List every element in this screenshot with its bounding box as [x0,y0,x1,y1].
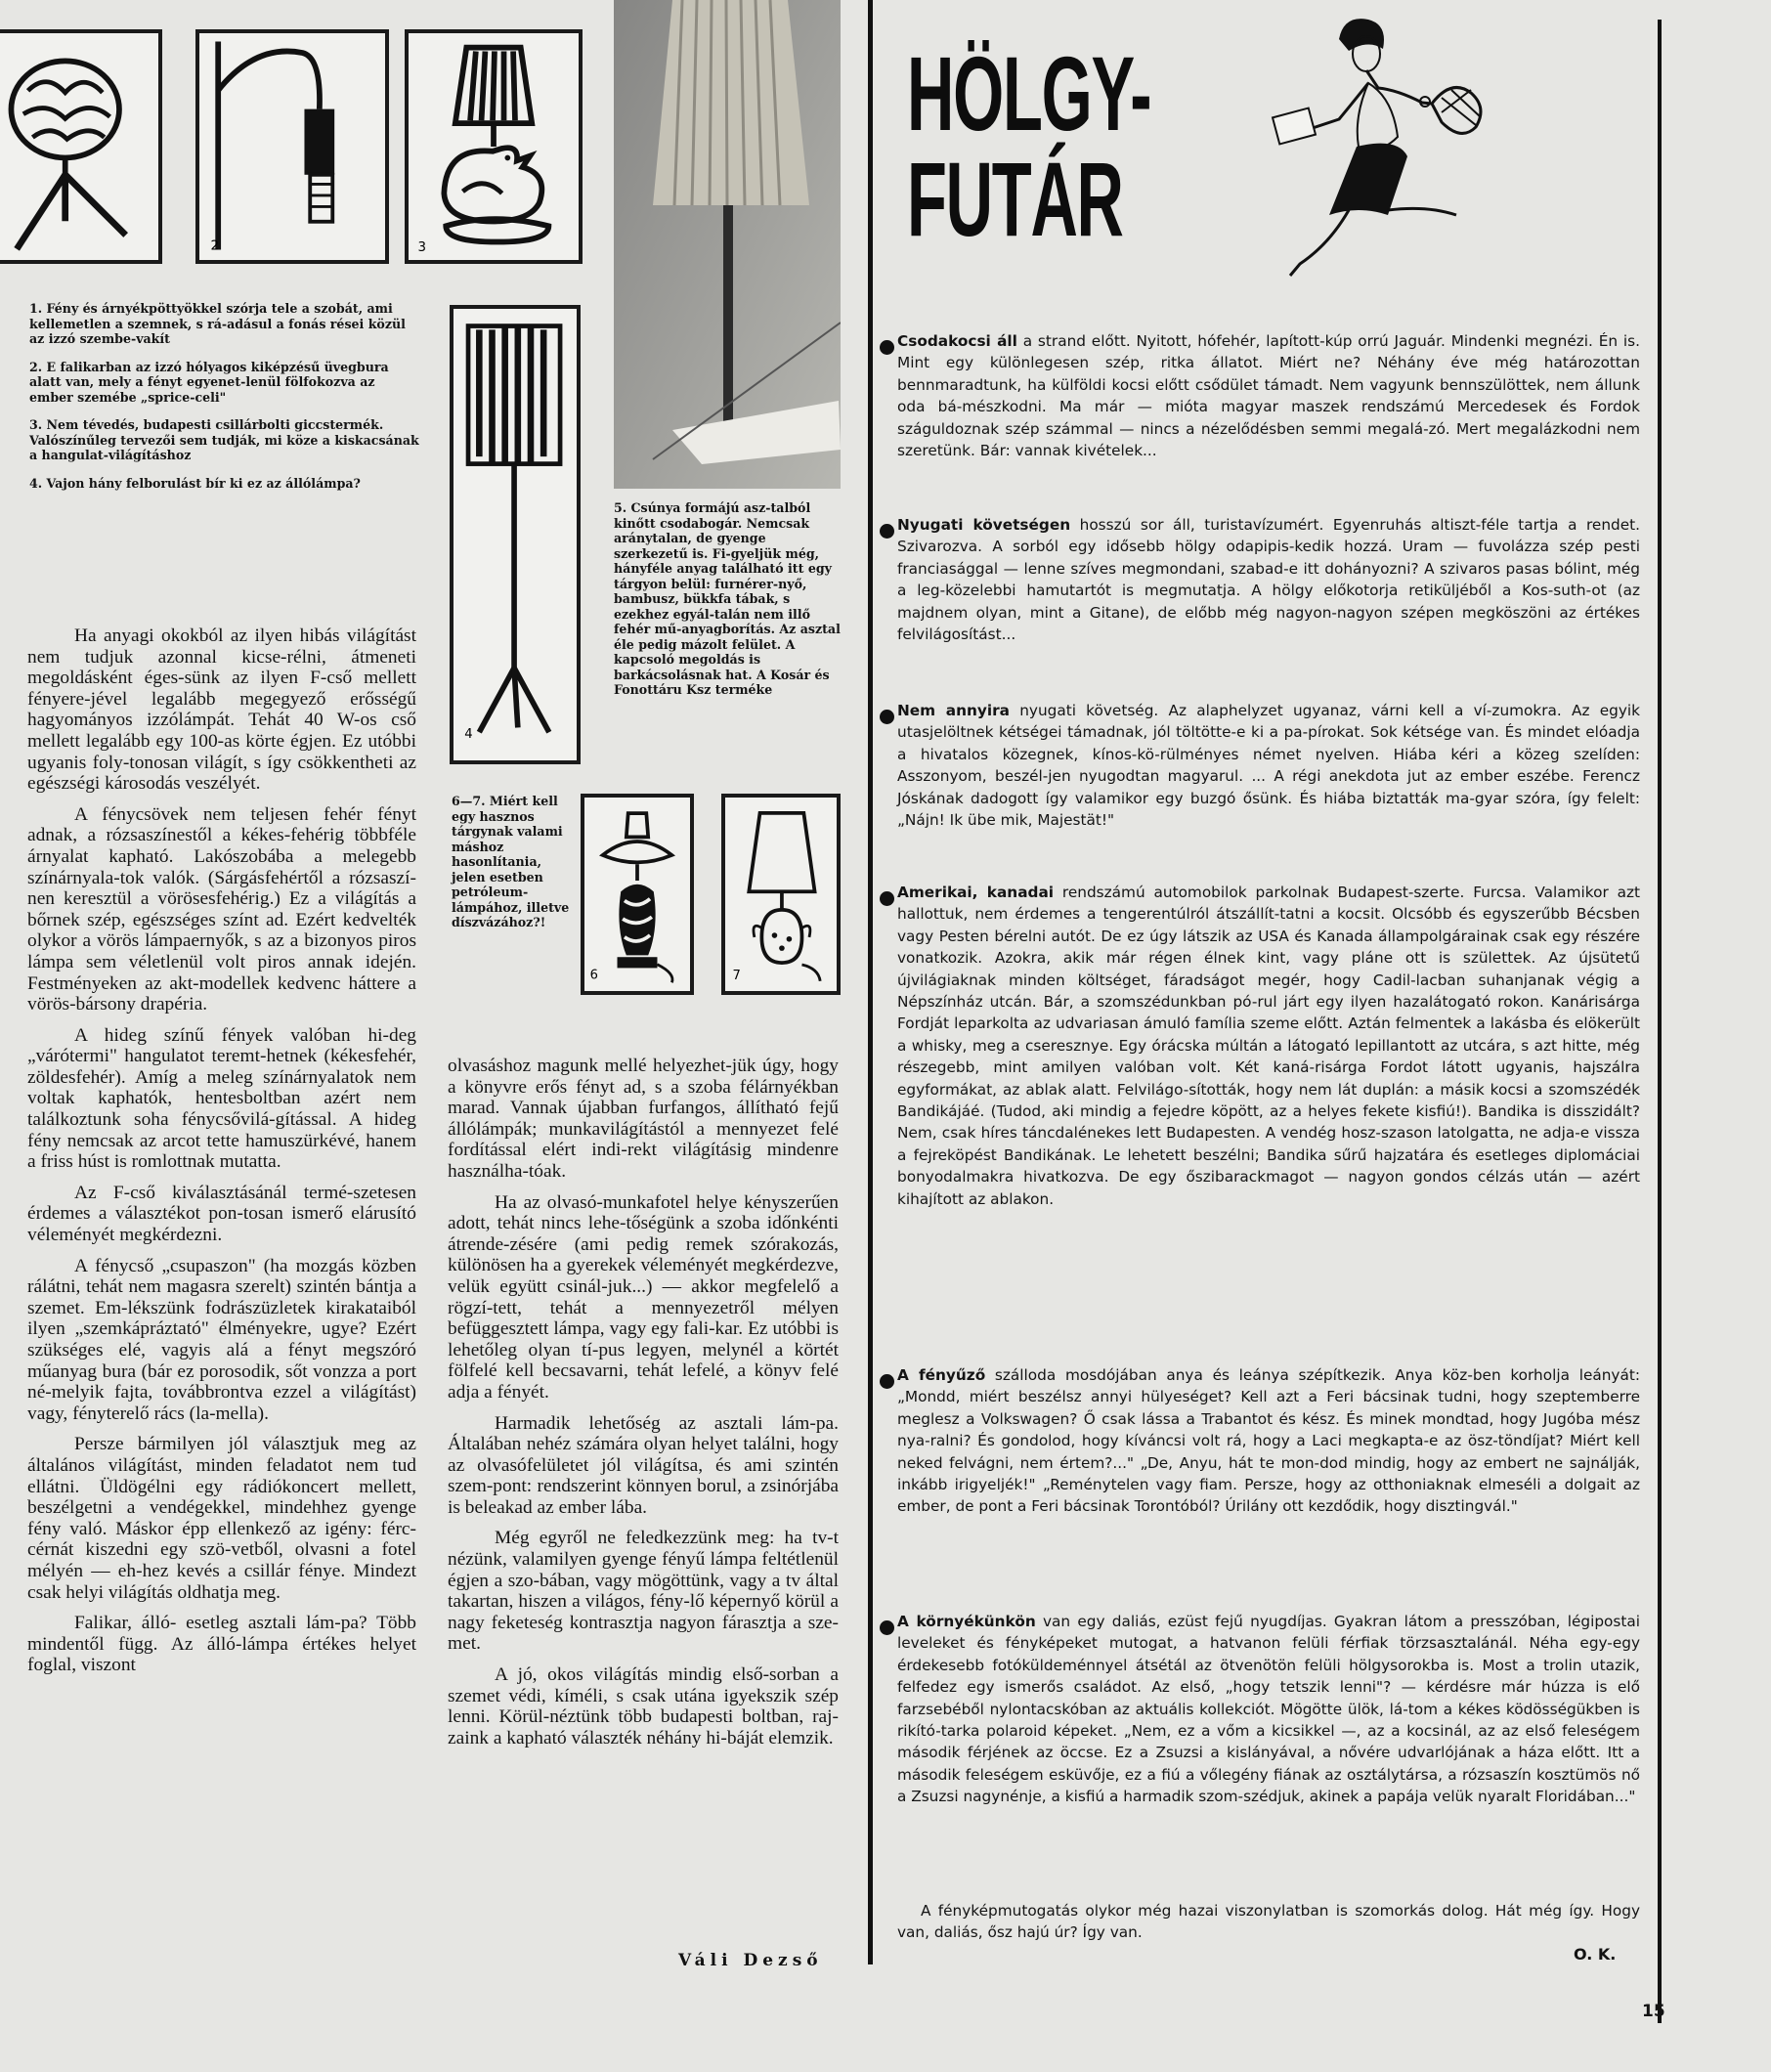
article-paragraph: Falikar, álló- esetleg asztali lám-pa? Több mindentől függ. Az álló-lámpa értékes helyet foglal, viszont [27,1613,416,1676]
article-paragraph: Még egyről ne feledkezzünk meg: ha tv-t nézünk, valamilyen gyenge fényű lámpa feltétlenül égjen a szo-bában, vagy mögöttünk, vagy a tv által takartan, hiszen a világos, fény-lő képernyő körül a nagy feketeség kontrasztja nagyon fárasztja a sze-met. [448,1528,839,1655]
news-text: szálloda mosdójában anya és leánya szépítkezik. Anya köz-ben korholja leányát: „Mondd, miért beszélsz annyi hülyeséget? Kell azt a Feri bácsinak tudni, hogy szeptemberre meglesz a Volkswagen? Ő csak lássa a Trabantot és kész. És minek mondtad, hogy Jugóba mész nya-ralni? És gondolod, hogy kíváncsi volt rá, hogy a Laci megkapta-e az ösz-töndíjat? Miért kell neked felvágni, nem értem?..." „De, Anyu, hát te mon-dod mindig, hogy az embert ne sajnálják, inkább irigyeljék!" „Reménytelen vagy fiam. Persze, hogy az otthoniaknak elmeséli a dolgait az ember, de pont a Feri bácsinak Torontóból? Úrilány ott kezdődik, hogy disztingvál." [897,1366,1641,1516]
news-item-6 [897,1611,1640,1808]
news-lead: Nyugati követségen [897,516,1071,534]
news-lead: Amerikai, kanadai [897,884,1055,901]
article-paragraph: A jó, okos világítás mindig első-sorban a szemet védi, kíméli, s csak utána igyekszik szép lenni. Körül-néztünk több budapesti boltban, raj-zaink a kapható választék néhány hi-báját elemzik. [448,1664,839,1748]
caption-4: 4. Vajon hány felborulást bír ki ez az állólámpa? [29,475,361,491]
column-masthead [907,34,1151,258]
article-paragraph: olvasáshoz magunk mellé helyezhet-jük úgy, hogy a könyvre erős fényt ad, s a szoba félárnyékban marad. Vannak újabban furfangos, állítható fejű állólámpák; munkavilágítástól a mennyezet felé fordítással elért indi-rekt világításig mindenre használha-tóak. [448,1056,839,1182]
news-lead: A környékünkön [897,1613,1036,1630]
captions-1-4 [29,301,420,503]
article-paragraph: A fénycső „csupaszon" (ha mozgás közben rálátni, tehát nem magasra szerelt) szintén bántja a szemet. Em-lékszünk fodrászüzletek kirakataiból ilyen „szemkápráztató" élményekre, ugye? Ezért szükséges elé, vagyis alá a fényt megszóró műanyag bura (bár ez porosodik, sőt vonzza a port né-melyik fajta, továbbrontva ezzel a világítást) vagy, fényterelő rács (la-mella). [27,1255,416,1424]
news-text: a strand előtt. Nyitott, hófehér, lapított-kúp orrú Jaguár. Mindenki megnézi. Én is. Mint egy különlegesen szép, ritka állatot. Miért ne? Néhány éve még határozottan bennmaradtunk, ha külföldi kocsi előtt csődület támadt. Nem vagyunk bennszülöttek, nem állunk oda bá-mészkodni. Ma már — mióta magyar maszek rendszámú Mercedesek és Fordok száguldoznak szép számmal — nincs a nézelődésben semmi megalá-zó. Mert megalázkodni nem szeretünk. Bár: vannak kivételek... [897,332,1640,460]
caption-1: 1. Fény és árnyékpöttyökkel szórja tele a szobát, ami kellemetlen a szemnek, s rá-adásul a fonás rései közül az izzó szembe-vakít [29,301,406,346]
column-divider-right [1658,20,1662,2023]
petroleum-lamp-drawing [584,798,690,991]
running-lady-illustration [1231,10,1534,293]
news-item-1 [897,330,1640,461]
caption-6-7-text: 6—7. Miért kell egy hasznos tárgynak valami máshoz hasonlítania, jelen esetben petróleum-lámpához, illetve díszvázához?! [452,794,570,929]
article-column-2 [448,1056,839,1758]
bullet-icon [880,710,894,724]
news-lead: Csodakocsi áll [897,332,1017,350]
caption-2: 2. E falikarban az izzó hólyagos kiképzésű üvegbura alatt van, mely a fényt egyenet-lenül fölfokozva az ember szemébe „sprice-celi" [29,359,389,405]
news-lead: Nem annyira [897,702,1010,719]
figure-4-floor-lamp [450,305,581,764]
page-number: 15 [1642,2002,1665,2021]
duck-lamp-drawing [409,33,579,260]
article-paragraph: Ha anyagi okokból az ilyen hibás világítást nem tudjuk azonnal kicse-rélni, átmeneti megoldásként éges-sünk az ilyen F-cső mellett fényere-jével legalább megegyező erősségű hagyományos izzólámpát. Tehát 40 W-os cső mellett legalább egy 100-as körte égjen. Ez utóbbi ugyanis foly-tonosan világít, s így csökkentheti az egészségi károsodás veszélyét. [27,626,416,795]
news-item-3 [897,700,1640,831]
author-signature: Váli Dezső [678,1951,823,1970]
caption-5 [614,500,841,711]
bullet-icon [880,340,894,355]
article-paragraph: Harmadik lehetőség az asztali lám-pa. Általában nehéz számára olyan helyet találni, hogy az olvasófelületet jól világítsa, és ami szintén szem-pont: rendszerint könnyen borul, a zsinórjába is beleakad az ember lába. [448,1412,839,1518]
article-column-1 [27,626,416,1686]
article-paragraph: Persze bármilyen jól választjuk meg az általános világítást, minden feladatot nem tud ellátni. Üldögélni egy rádiókoncert mellett, beszélgetni a vendégekkel, mindehhez gyenge fény való. Máskor épp ellenkező az igény: férc-cérnát kiszedni egy szö-vetből, olvasni a fotel mélyén — eh-hez kevés a csillár fénye. Mindezt csak helyi világítás oldhatja meg. [27,1434,416,1603]
fig2-number: 2 [210,238,220,254]
closing-text: A fényképmutogatás olykor még hazai viszonylatban is szomorkás dolog. Hát még így. Hogy van, daliás, ősz hajú úr? Így van. [897,1902,1640,1942]
caption-3: 3. Nem tévedés, budapesti csillárbolti giccstermék. Valószínűleg tervezői sem tudják, mi köze a kiskacsának a hangulat-világításhoz [29,417,419,462]
bullet-icon [880,1374,894,1389]
news-item-5 [897,1364,1640,1518]
fig3-number: 3 [417,240,427,256]
figure-3-duck-lamp [405,29,583,264]
vase-lamp-drawing [725,798,837,991]
caption-5-text: 5. Csúnya formájú asz-talból kinőtt csodabogár. Nemcsak aránytalan, de gyenge szerkezetű is. Fi-gyeljük még, hányféle anyag található itt egy tárgyon belül: furnérer-nyő, bambusz, bükkfa tábak, s ezekhez egyál-talán nem illő fehér mű-anyagborítás. Az asztal éle pedig mázolt felület. A kapcsoló megoldás is barkácsolásnak hat. A Kosár és Fonottáru Ksz terméke [614,500,841,697]
figure-5-photo-table-lamp [614,0,841,489]
bullet-icon [880,1620,894,1635]
fig6-number: 6 [589,968,598,983]
figure-6-petroleum-lamp [581,794,694,995]
news-item-2 [897,514,1640,645]
news-item-4 [897,882,1640,1210]
masthead-line-1: HÖLGY- [907,34,1151,152]
caption-6-7 [452,794,573,943]
figure-1-wicker-lamp [0,29,162,264]
figure-2-wall-lamp [195,29,389,264]
fig4-number: 4 [464,726,473,742]
article-paragraph: Ha az olvasó-munkafotel helye kényszerűen adott, tehát nincs lehe-tőségünk a szoba időnkénti átrende-zésére (ami pedig remek szórakozás, különösen ha a gyerekek véleményét megkérdezve, velük együtt csinál-juk...) — akkor megfelelő a rögzí-tett, tehát a mennyezetről mélyen befüggesztett lámpa, vagy egy fali-kar. Ez utóbbi is lehetőleg olyan tí-pus legyen, melynél a körtét fölfelé kell becsavarni, tehát lefelé, a könyv felé adja a fényét. [448,1191,839,1403]
article-paragraph: A hideg színű fények valóban hi-deg „várótermi" hangulatot teremt-hetnek (kékesfehér, zöldesfehér). Amíg a meleg színárnyalatok nem voltak kaphatók, hentesboltban azért nem találkoztunk soha fénycsővilá-gítással. A hideg fény nemcsak az arcot tette hamuszürkévé, hanem a friss húst is romlottnak mutatta. [27,1024,416,1173]
article-paragraph: Az F-cső kiválasztásánál termé-szetesen érdemes a választékot pon-tosan ismerő elárusító véleményét megkérdezni. [27,1182,416,1246]
bullet-icon [880,891,894,906]
news-text: nyugati követség. Az alaphelyzet ugyanaz, várni kell a ví-zumokra. Az egyik utasjelöltnek kétségei támadnak, jól töltötte-e ki a pa-pírokat. Sok kétsége van. És mindet elóadja a hivatalos közegnek, kínos-kö-rülményes német nyelven. Hiába kéri a közeg szelíden: Asszonyom, beszél-jen nyugodtan magyarul. ... A régi anekdota jut az ember eszébe. Ferencz Jóskának dadogott így valamikor egy buzgó ősünk. És hiába biztatták ma-gyar szóra, így felelt: „Nájn! Ik übe mik, Majestät!" [897,702,1640,830]
figure-7-vase-lamp [721,794,841,995]
table-lamp-photo [614,0,841,489]
news-text: rendszámú automobilok parkolnak Budapest-szerte. Furcsa. Valamikor azt hallottuk, nem érdemes a tengerentúlról átszállít-tatni a kocsit. Olcsóbb és egyszerűbb Bécsben vagy Pesten bérelni autót. De ez úgy látszik az USA és Kanada állampolgárainak csak egy részére vonatkozik. Azokra, akik már régen élnek kint, vagy pláne ott is születtek. Az újsütetű újvilágiaknak minden költséget, fáradságot megér, hogy Cadil-lacban suhanjanak végig a Népszínház utcán. Bár, a szomszédunkban pó-rul járt egy ilyen hazalátogató rokon. Kanárisárga Fordját leparkolta az udvariasan ámuló família szeme előtt. Aztán felmentek a lakásba és elökerült a whisky, meg a cseresznye. Egy órácska múltán a látogató lepillantott az utcára, s azt hitte, még részegebb, mint amilyen valóban volt. Két kaná-risárga Fordot látott ugyanis, hajszálra egyformákat, az ablak alatt. Felvilágo-sították, hogy nem lát duplán: a másik kocsi a szomszédék Bandikájáé. (Tudod, aki mindig a fejedre köpött, az a helyes fekete kisfiú!). Bandika is disszidált? Nem, csak híres táncdalénekes lett Budapesten. A vendég hosz-szason latolgatta, ne adja-e vissza a fejreköpést Bandikának. Le lehetett beszélni; Bandika sűrű hajzatára és esetleges diplomáciai bonyodalmakra hivatkozva. De egy őszibarackmagot — nagyon gondos célzás után — azért kihajított az ablakon. [897,884,1640,1208]
masthead-line-2: FUTÁR [907,140,1123,258]
news-text: van egy daliás, ezüst fejű nyugdíjas. Gyakran látom a presszóban, légipostai leveleket és fényképeket mutogat, a hatvanon felüli férfiak törzsasztalánál. Néha egy-egy érdekesebb fotóküldeménnyel átsétál az ötvenötön felüli hölgysorokba is. Most a trolin utazik, felfedez egy ismerős családot. Az első, „hogy tetszik lenni"? — kérdésre már húzza is elő farzsebéből nylontacskóban az aktuális kollekciót. Mögötte ülök, lá-tom a kékes ködösségükben is rikító-tarka polaroid képeket. „Nem, ez a vőm a kicsikkel —, az a kocsinál, az az első feleségem második férjének az öccse. Ez a Zsuzsi a kislányával, a nővére udvarlójának a háza előtt. Itt a második feleségem esküvője, ez a fiú a vőlegény fiának az osztálytársa, a rózsaszín kosztümös nő a Zsuzsi nagynénje, a kisfiú a harmadik szom-szédjuk, akinek a papája velük nyaralt Floridában..." [897,1613,1640,1806]
news-closing [897,1900,1640,1944]
wicker-lamp-drawing [0,33,158,260]
news-text: hosszú sor áll, turistavízumért. Egyenruhás altiszt-féle tartja a rendet. Szivarozva. A sorból egy idősebb hölgy odapipis-kedik hozzá. Uram — fuvolázza szép pesti franciasággal — lenne szíves megmondani, szabad-e itt dohányozni? A szivaros pasas bólint, még a leg-közelebbi hamutartót is megmutatja. A hölgy előkotorja retiküljéből a Kos-suth-ot (az majdnem olyan, mint a Gitane), de előbb még nagyon-nagyon szépen megköszöni az értékes felvilágosítást... [897,516,1640,644]
column-divider-left [868,0,873,1964]
floor-lamp-drawing [454,309,577,760]
column-initials: O. K. [1574,1945,1617,1964]
fig7-number: 7 [732,968,741,983]
wall-lamp-drawing [199,33,385,260]
article-paragraph: A fénycsövek nem teljesen fehér fényt adnak, a rózsaszínestől a kékes-fehérig többféle árnyalat kapható. Lakószobába a melegebb színárnyala-tok valók. (Sárgásfehértől a rózsaszí-nen keresztül a vörösesfehérig.) Ez a világítás a bőrnek szép, egészséges színt ad. Ezért kedvelték olykor a vörös lámpaernyők, s az a bizonyos piros lámpa sem véletlenül volt piros annak idején. Festményeken az akt-modellek kedvenc háttere a vörös-bársony drapéria. [27,803,416,1015]
bullet-icon [880,524,894,539]
news-lead: A fényűző [897,1366,986,1384]
